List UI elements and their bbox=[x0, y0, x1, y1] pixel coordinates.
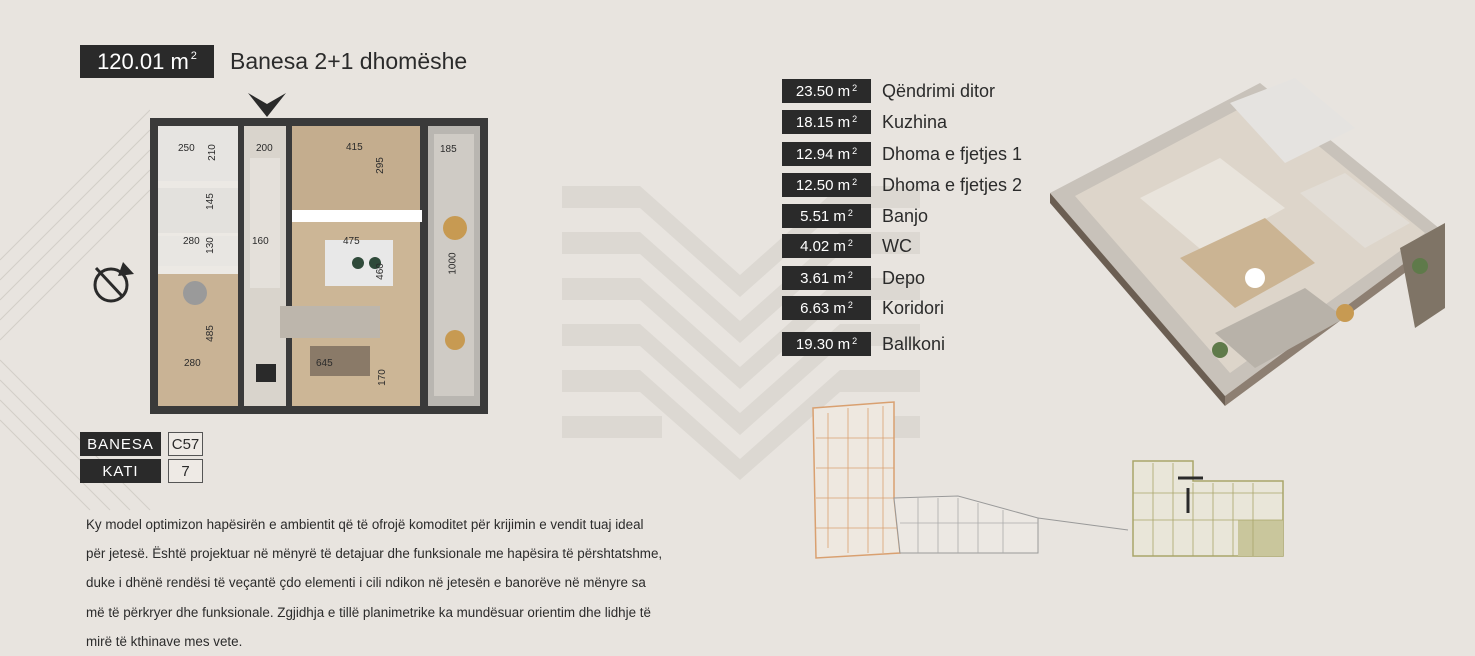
dim-label: 475 bbox=[343, 236, 360, 247]
room-area-badge: 12.94 m $^2$ bbox=[782, 142, 871, 166]
room-name: WC bbox=[882, 235, 912, 256]
room-area-badge: 6.63 m $^2$ bbox=[782, 296, 871, 320]
room-name: Banjo bbox=[882, 205, 929, 226]
dim-label: 645 bbox=[316, 358, 333, 369]
room-row bbox=[782, 142, 1022, 166]
room-name: Dhoma e fjetjes 2 bbox=[882, 174, 1023, 195]
room-area-badge: 19.30 m $^2$ bbox=[782, 332, 871, 356]
room-row bbox=[782, 332, 945, 356]
description-line: Ky model optimizon hapësirën e ambientit që të ofrojë komoditet për krijimin e vendit tuaj ideal bbox=[86, 517, 644, 532]
total-area-value: 120.01 m bbox=[97, 48, 189, 74]
banesa-label: BANESA bbox=[80, 432, 161, 456]
kati-value: 7 bbox=[168, 459, 203, 483]
total-area-unit-sup: 2 bbox=[190, 49, 197, 62]
room-area-badge: 3.61 m $^2$ bbox=[782, 266, 871, 290]
description-line: duke i dhënë rendësi të veçantë çdo elementi i cili ndikon në jetesën e banorëve në mënyre sa bbox=[86, 575, 646, 591]
banesa-value: C57 bbox=[168, 432, 203, 456]
dim-label: 280 bbox=[183, 236, 200, 247]
room-name: Ballkoni bbox=[882, 333, 946, 354]
dim-label: 295 bbox=[374, 157, 386, 174]
room-name: Depo bbox=[882, 267, 926, 288]
room-name: Koridori bbox=[882, 297, 945, 318]
dim-label: 185 bbox=[440, 144, 457, 155]
compass-icon bbox=[90, 262, 136, 306]
dim-label: 415 bbox=[346, 142, 363, 153]
room-row bbox=[782, 296, 944, 320]
dim-label: 280 bbox=[184, 358, 201, 369]
dim-label: 1000 bbox=[447, 252, 459, 275]
description-line: më të përkryer dhe funksionale. Zgjidhja e tillë planimetrike ka mundësuar orientim dhe lidhje të bbox=[86, 604, 651, 620]
description bbox=[86, 510, 766, 656]
dim-label: 210 bbox=[206, 144, 218, 161]
dim-label: 160 bbox=[252, 236, 269, 247]
room-row bbox=[782, 79, 995, 103]
room-row bbox=[782, 110, 947, 134]
room-row bbox=[782, 266, 925, 290]
description-line: për jetesë. Është projektuar në mënyrë të detajuar dhe funksionale me hapësira të përshtatshme, bbox=[86, 546, 663, 562]
total-area-badge bbox=[80, 45, 214, 78]
room-name: Qëndrimi ditor bbox=[882, 80, 996, 101]
dim-label: 170 bbox=[376, 369, 388, 386]
apartment-name: Banesa 2+1 dhomëshe bbox=[230, 48, 468, 74]
entrance-arrow-icon bbox=[248, 93, 286, 117]
dim-label: 460 bbox=[374, 263, 386, 280]
room-area-badge: 23.50 m $^2$ bbox=[782, 79, 871, 103]
building-key-plan bbox=[808, 398, 1298, 563]
room-name: Dhoma e fjetjes 1 bbox=[882, 143, 1023, 164]
description-line: mirë të kthinave mes vete. bbox=[86, 633, 243, 649]
dim-label: 200 bbox=[256, 143, 273, 154]
room-row bbox=[782, 204, 928, 228]
dim-label: 485 bbox=[204, 325, 216, 342]
room-area-badge: 12.50 m $^2$ bbox=[782, 173, 871, 197]
room-row bbox=[782, 173, 1022, 197]
dim-label: 130 bbox=[204, 237, 216, 254]
room-name: Kuzhina bbox=[882, 111, 948, 132]
room-area-badge: 4.02 m $^2$ bbox=[782, 234, 871, 258]
isometric-3d-render bbox=[1045, 78, 1455, 406]
kati-label: KATI bbox=[80, 459, 161, 483]
room-row bbox=[782, 234, 912, 258]
dim-label: 250 bbox=[178, 143, 195, 154]
floor-plan-dimensions bbox=[150, 118, 488, 414]
room-area-badge: 5.51 m $^2$ bbox=[782, 204, 871, 228]
room-area-badge: 18.15 m $^2$ bbox=[782, 110, 871, 134]
dim-label: 145 bbox=[204, 193, 216, 210]
